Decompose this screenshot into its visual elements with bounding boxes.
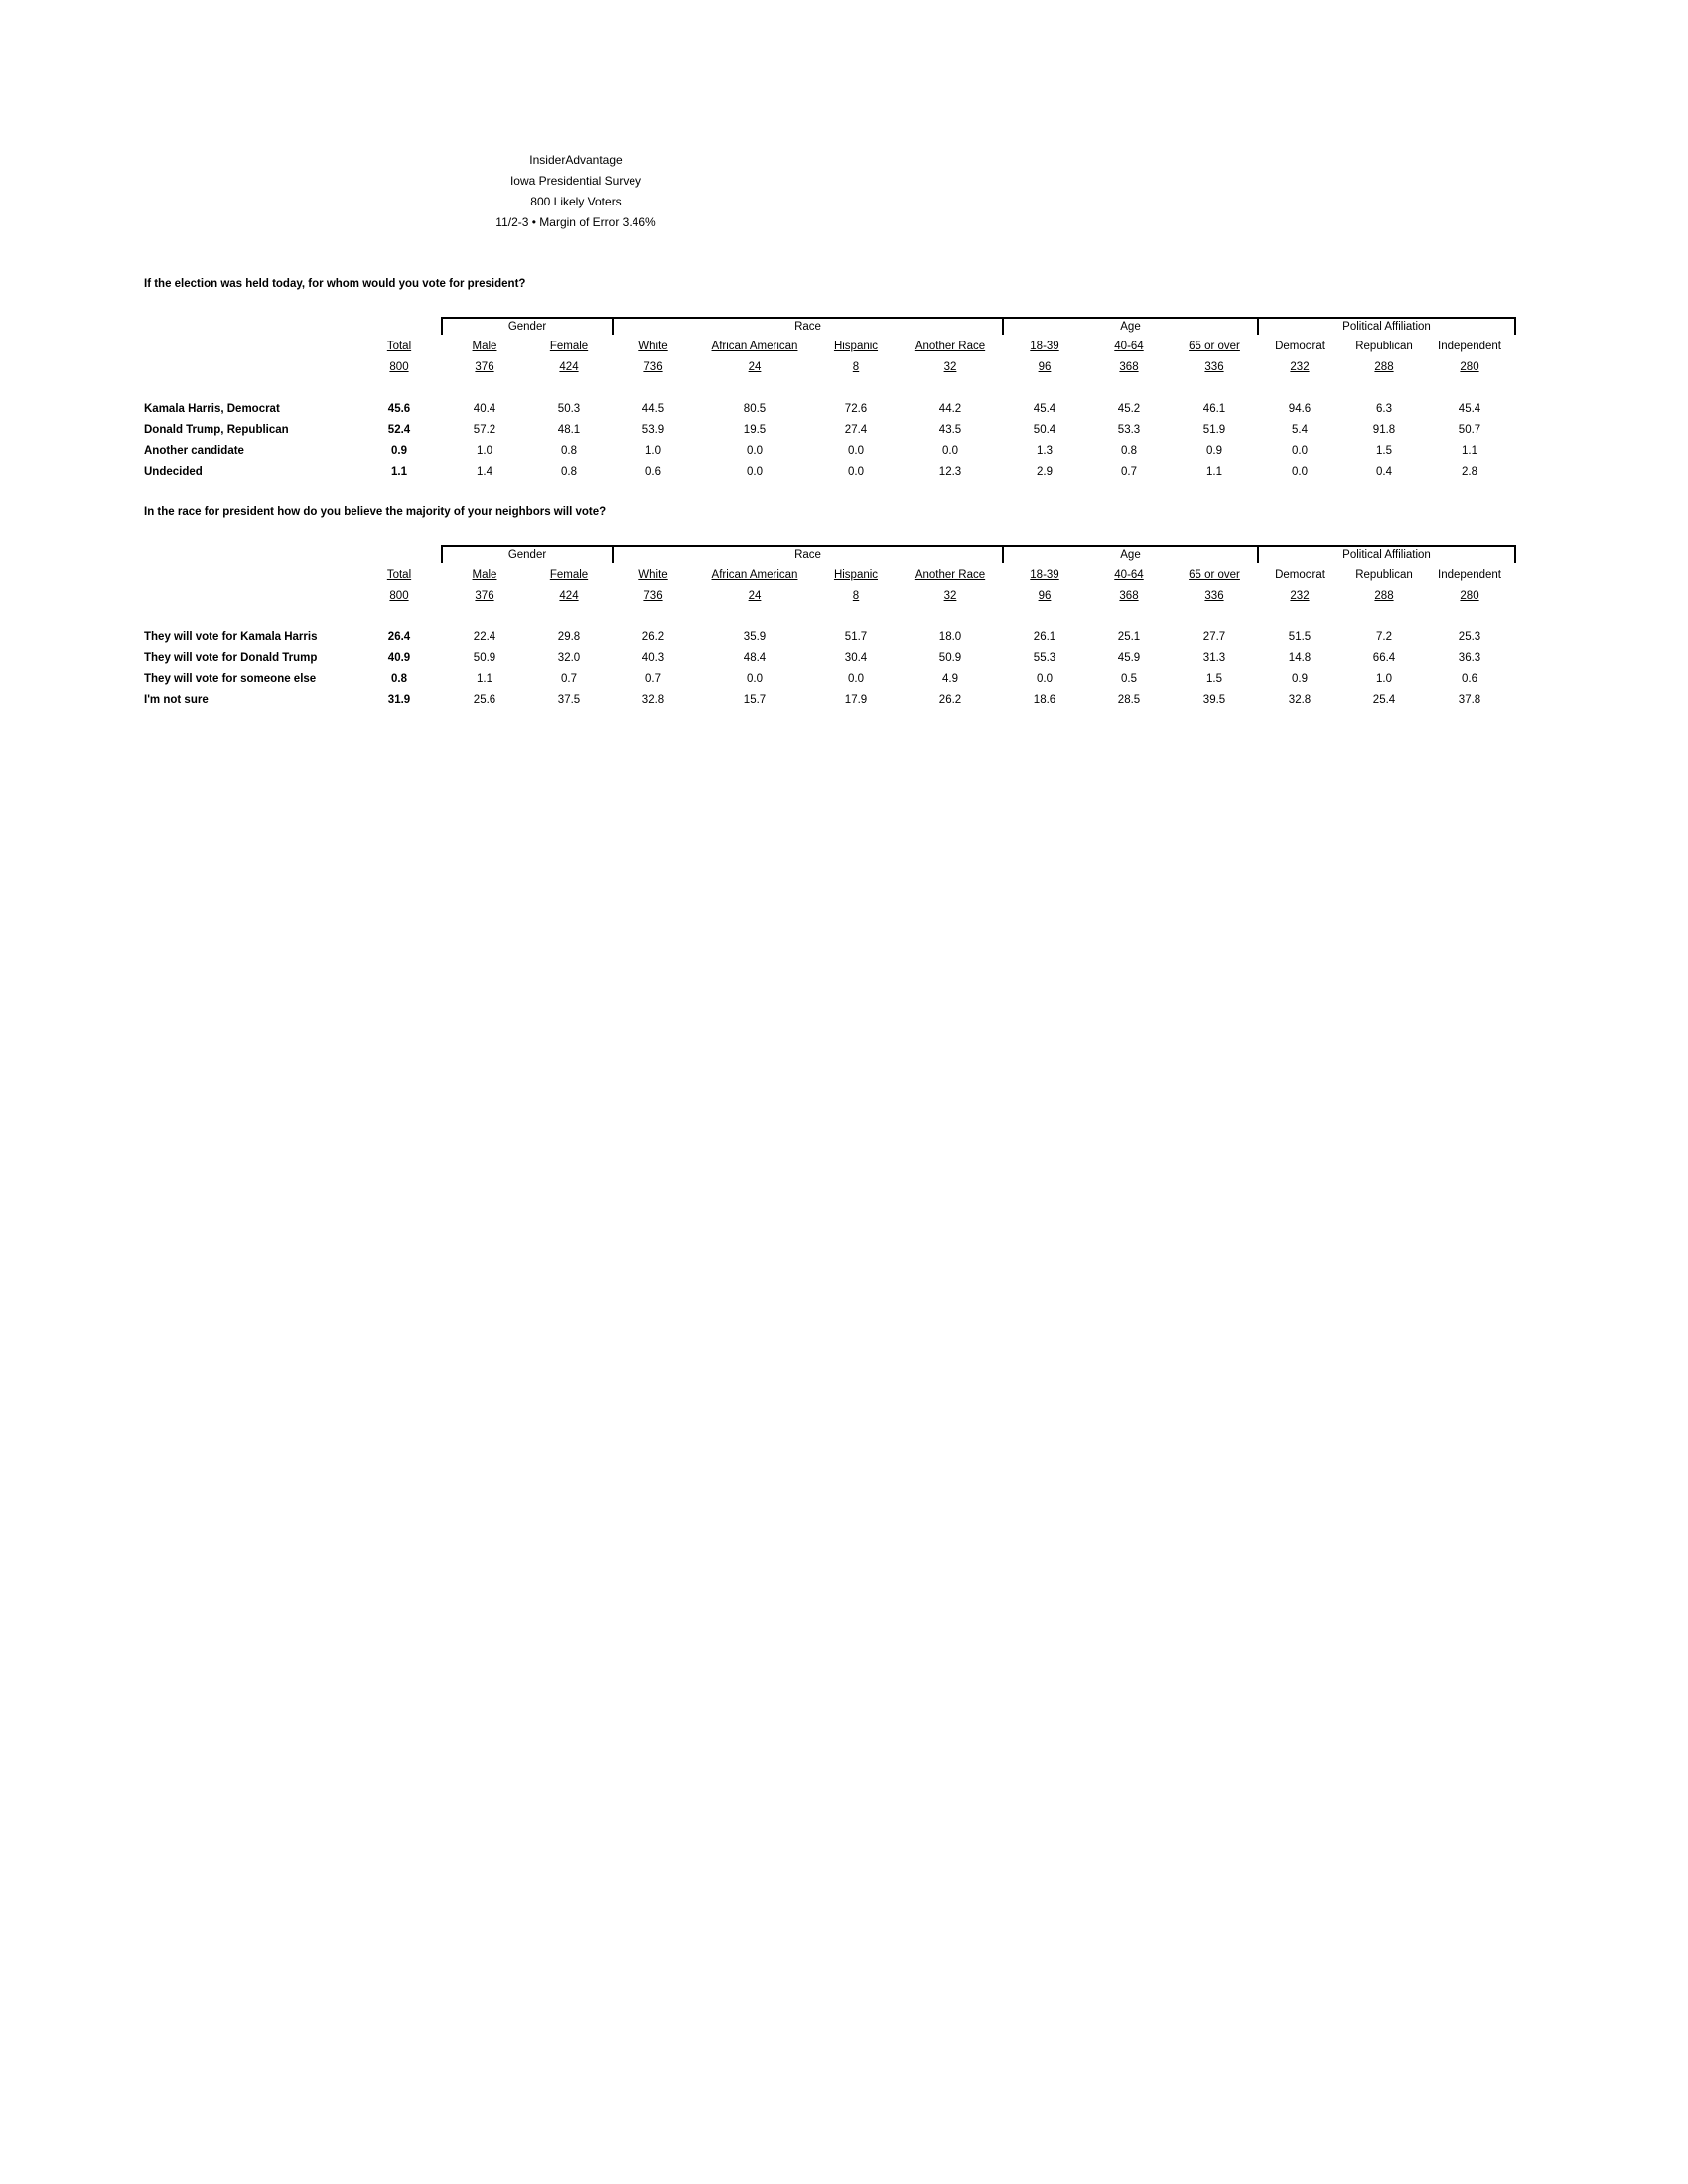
- column-header-total: Total: [386, 341, 412, 352]
- data-cell: 0.0: [848, 673, 864, 685]
- column-sample-size: 800: [389, 590, 409, 602]
- column-sample-size: 32: [943, 361, 957, 373]
- column-header-18-39: 18-39: [1030, 569, 1059, 581]
- column-sample-size: 424: [559, 361, 579, 373]
- column-header-female: Female: [549, 569, 589, 581]
- data-cell: 18.6: [1033, 694, 1056, 706]
- data-cell: 0.0: [848, 466, 864, 478]
- column-sample-size: 24: [748, 590, 762, 602]
- group-header-political-affiliation: Political Affiliation: [1257, 545, 1516, 563]
- data-cell: 1.3: [1037, 445, 1053, 457]
- data-cell: 0.6: [645, 466, 661, 478]
- data-cell: 14.8: [1288, 652, 1312, 664]
- data-cell: 45.4: [1033, 403, 1056, 415]
- data-cell: 0.0: [942, 445, 958, 457]
- data-cell: 50.3: [557, 403, 581, 415]
- column-header-african-american: African American: [711, 341, 798, 352]
- group-header-political-affiliation: Political Affiliation: [1257, 317, 1516, 335]
- data-cell: 32.8: [1288, 694, 1312, 706]
- data-cell: 0.8: [1121, 445, 1137, 457]
- data-cell: 91.8: [1372, 424, 1396, 436]
- data-cell: 0.0: [1292, 445, 1308, 457]
- data-cell: 53.3: [1117, 424, 1141, 436]
- column-sample-size: 336: [1204, 361, 1224, 373]
- column-sample-size: 288: [1374, 590, 1394, 602]
- column-sample-size: 280: [1460, 361, 1479, 373]
- data-cell: 45.4: [1458, 403, 1481, 415]
- data-cell: 66.4: [1372, 652, 1396, 664]
- question-2: In the race for president how do you believe the majority of your neighbors will vote?: [144, 506, 607, 518]
- column-header-another-race: Another Race: [914, 569, 986, 581]
- column-header-independent: Independent: [1438, 341, 1501, 352]
- data-cell: 25.4: [1372, 694, 1396, 706]
- data-cell: 48.1: [557, 424, 581, 436]
- data-cell: 46.1: [1202, 403, 1226, 415]
- data-cell: 0.0: [1292, 466, 1308, 478]
- data-cell: 44.2: [938, 403, 962, 415]
- data-cell: 0.0: [747, 673, 763, 685]
- row-label: I'm not sure: [144, 694, 209, 706]
- data-cell: 22.4: [473, 631, 496, 643]
- data-cell: 2.8: [1462, 466, 1477, 478]
- data-cell: 0.6: [1462, 673, 1477, 685]
- column-sample-size: 232: [1290, 361, 1310, 373]
- data-cell: 50.4: [1033, 424, 1056, 436]
- data-cell: 50.9: [938, 652, 962, 664]
- data-cell: 0.8: [561, 445, 577, 457]
- data-cell: 37.8: [1458, 694, 1481, 706]
- data-cell: 2.9: [1037, 466, 1053, 478]
- group-header-race: Race: [612, 545, 1002, 563]
- data-cell: 55.3: [1033, 652, 1056, 664]
- total-cell: 0.9: [391, 445, 407, 457]
- data-cell: 27.7: [1202, 631, 1226, 643]
- data-cell: 39.5: [1202, 694, 1226, 706]
- data-cell: 57.2: [473, 424, 496, 436]
- data-cell: 43.5: [938, 424, 962, 436]
- data-cell: 44.5: [641, 403, 665, 415]
- row-label: Another candidate: [144, 445, 244, 457]
- column-header-18-39: 18-39: [1030, 341, 1059, 352]
- column-header-40-64: 40-64: [1114, 569, 1144, 581]
- data-cell: 0.0: [747, 445, 763, 457]
- column-header-65-or-over: 65 or over: [1189, 569, 1240, 581]
- column-header-independent: Independent: [1438, 569, 1501, 581]
- data-cell: 0.7: [645, 673, 661, 685]
- data-cell: 1.1: [477, 673, 492, 685]
- row-label: Undecided: [144, 466, 203, 478]
- data-cell: 0.7: [561, 673, 577, 685]
- data-cell: 25.3: [1458, 631, 1481, 643]
- survey-sample: 800 Likely Voters: [530, 195, 622, 208]
- row-label: They will vote for someone else: [144, 673, 317, 685]
- total-cell: 0.8: [391, 673, 407, 685]
- column-header-male: Male: [472, 569, 497, 581]
- column-sample-size: 96: [1038, 590, 1052, 602]
- row-label: They will vote for Donald Trump: [144, 652, 318, 664]
- column-header-40-64: 40-64: [1114, 341, 1144, 352]
- column-sample-size: 336: [1204, 590, 1224, 602]
- column-header-female: Female: [549, 341, 589, 352]
- data-cell: 12.3: [938, 466, 962, 478]
- question-1: If the election was held today, for whom would you vote for president?: [144, 278, 526, 290]
- crosstab-table-2: [0, 545, 1688, 744]
- data-cell: 48.4: [743, 652, 767, 664]
- data-cell: 15.7: [743, 694, 767, 706]
- data-cell: 32.0: [557, 652, 581, 664]
- data-cell: 1.4: [477, 466, 492, 478]
- row-label: Kamala Harris, Democrat: [144, 403, 280, 415]
- total-cell: 40.9: [387, 652, 411, 664]
- data-cell: 29.8: [557, 631, 581, 643]
- total-cell: 45.6: [387, 403, 411, 415]
- data-cell: 25.1: [1117, 631, 1141, 643]
- data-cell: 0.0: [848, 445, 864, 457]
- data-cell: 51.7: [844, 631, 868, 643]
- data-cell: 36.3: [1458, 652, 1481, 664]
- data-cell: 37.5: [557, 694, 581, 706]
- survey-title: Iowa Presidential Survey: [509, 174, 642, 188]
- data-cell: 0.4: [1376, 466, 1392, 478]
- group-header-age: Age: [1002, 545, 1257, 563]
- data-cell: 0.0: [1037, 673, 1053, 685]
- column-sample-size: 424: [559, 590, 579, 602]
- data-cell: 27.4: [844, 424, 868, 436]
- group-header-gender: Gender: [441, 317, 612, 335]
- data-cell: 1.0: [645, 445, 661, 457]
- column-header-democrat: Democrat: [1275, 569, 1325, 581]
- data-cell: 35.9: [743, 631, 767, 643]
- data-cell: 5.4: [1292, 424, 1308, 436]
- survey-organization: InsiderAdvantage: [529, 153, 623, 167]
- data-cell: 1.0: [1376, 673, 1392, 685]
- column-header-65-or-over: 65 or over: [1189, 341, 1240, 352]
- data-cell: 0.7: [1121, 466, 1137, 478]
- data-cell: 18.0: [938, 631, 962, 643]
- column-sample-size: 376: [475, 361, 494, 373]
- data-cell: 51.9: [1202, 424, 1226, 436]
- data-cell: 51.5: [1288, 631, 1312, 643]
- data-cell: 40.3: [641, 652, 665, 664]
- column-sample-size: 368: [1119, 590, 1139, 602]
- data-cell: 45.9: [1117, 652, 1141, 664]
- data-cell: 30.4: [844, 652, 868, 664]
- data-cell: 26.2: [938, 694, 962, 706]
- column-header-total: Total: [386, 569, 412, 581]
- crosstab-table-1: [0, 317, 1688, 515]
- data-cell: 19.5: [743, 424, 767, 436]
- group-header-race: Race: [612, 317, 1002, 335]
- data-cell: 32.8: [641, 694, 665, 706]
- data-cell: 53.9: [641, 424, 665, 436]
- total-cell: 31.9: [387, 694, 411, 706]
- data-cell: 17.9: [844, 694, 868, 706]
- column-header-white: White: [638, 341, 668, 352]
- row-label: They will vote for Kamala Harris: [144, 631, 318, 643]
- data-cell: 80.5: [743, 403, 767, 415]
- data-cell: 0.0: [747, 466, 763, 478]
- data-cell: 0.8: [561, 466, 577, 478]
- column-sample-size: 736: [643, 361, 663, 373]
- survey-dates-margin: 11/2-3 • Margin of Error 3.46%: [495, 215, 656, 229]
- data-cell: 1.5: [1206, 673, 1222, 685]
- total-cell: 1.1: [391, 466, 407, 478]
- data-cell: 50.7: [1458, 424, 1481, 436]
- column-sample-size: 8: [852, 361, 860, 373]
- row-label: Donald Trump, Republican: [144, 424, 289, 436]
- group-header-age: Age: [1002, 317, 1257, 335]
- column-header-democrat: Democrat: [1275, 341, 1325, 352]
- column-header-republican: Republican: [1355, 341, 1413, 352]
- data-cell: 0.9: [1292, 673, 1308, 685]
- column-header-hispanic: Hispanic: [833, 569, 879, 581]
- data-cell: 6.3: [1376, 403, 1392, 415]
- data-cell: 31.3: [1202, 652, 1226, 664]
- data-cell: 1.1: [1206, 466, 1222, 478]
- data-cell: 0.5: [1121, 673, 1137, 685]
- column-sample-size: 288: [1374, 361, 1394, 373]
- data-cell: 40.4: [473, 403, 496, 415]
- column-sample-size: 8: [852, 590, 860, 602]
- data-cell: 1.1: [1462, 445, 1477, 457]
- column-sample-size: 96: [1038, 361, 1052, 373]
- column-sample-size: 24: [748, 361, 762, 373]
- data-cell: 50.9: [473, 652, 496, 664]
- column-header-another-race: Another Race: [914, 341, 986, 352]
- column-header-republican: Republican: [1355, 569, 1413, 581]
- data-cell: 28.5: [1117, 694, 1141, 706]
- column-header-hispanic: Hispanic: [833, 341, 879, 352]
- data-cell: 72.6: [844, 403, 868, 415]
- data-cell: 26.2: [641, 631, 665, 643]
- survey-header: [427, 150, 725, 233]
- data-cell: 0.9: [1206, 445, 1222, 457]
- data-cell: 25.6: [473, 694, 496, 706]
- column-header-male: Male: [472, 341, 497, 352]
- data-cell: 94.6: [1288, 403, 1312, 415]
- column-sample-size: 232: [1290, 590, 1310, 602]
- data-cell: 1.5: [1376, 445, 1392, 457]
- column-sample-size: 32: [943, 590, 957, 602]
- column-sample-size: 800: [389, 361, 409, 373]
- column-sample-size: 376: [475, 590, 494, 602]
- data-cell: 7.2: [1376, 631, 1392, 643]
- data-cell: 1.0: [477, 445, 492, 457]
- data-cell: 45.2: [1117, 403, 1141, 415]
- total-cell: 26.4: [387, 631, 411, 643]
- group-header-gender: Gender: [441, 545, 612, 563]
- column-sample-size: 280: [1460, 590, 1479, 602]
- data-cell: 4.9: [942, 673, 958, 685]
- column-header-african-american: African American: [711, 569, 798, 581]
- total-cell: 52.4: [387, 424, 411, 436]
- column-sample-size: 736: [643, 590, 663, 602]
- column-header-white: White: [638, 569, 668, 581]
- data-cell: 26.1: [1033, 631, 1056, 643]
- column-sample-size: 368: [1119, 361, 1139, 373]
